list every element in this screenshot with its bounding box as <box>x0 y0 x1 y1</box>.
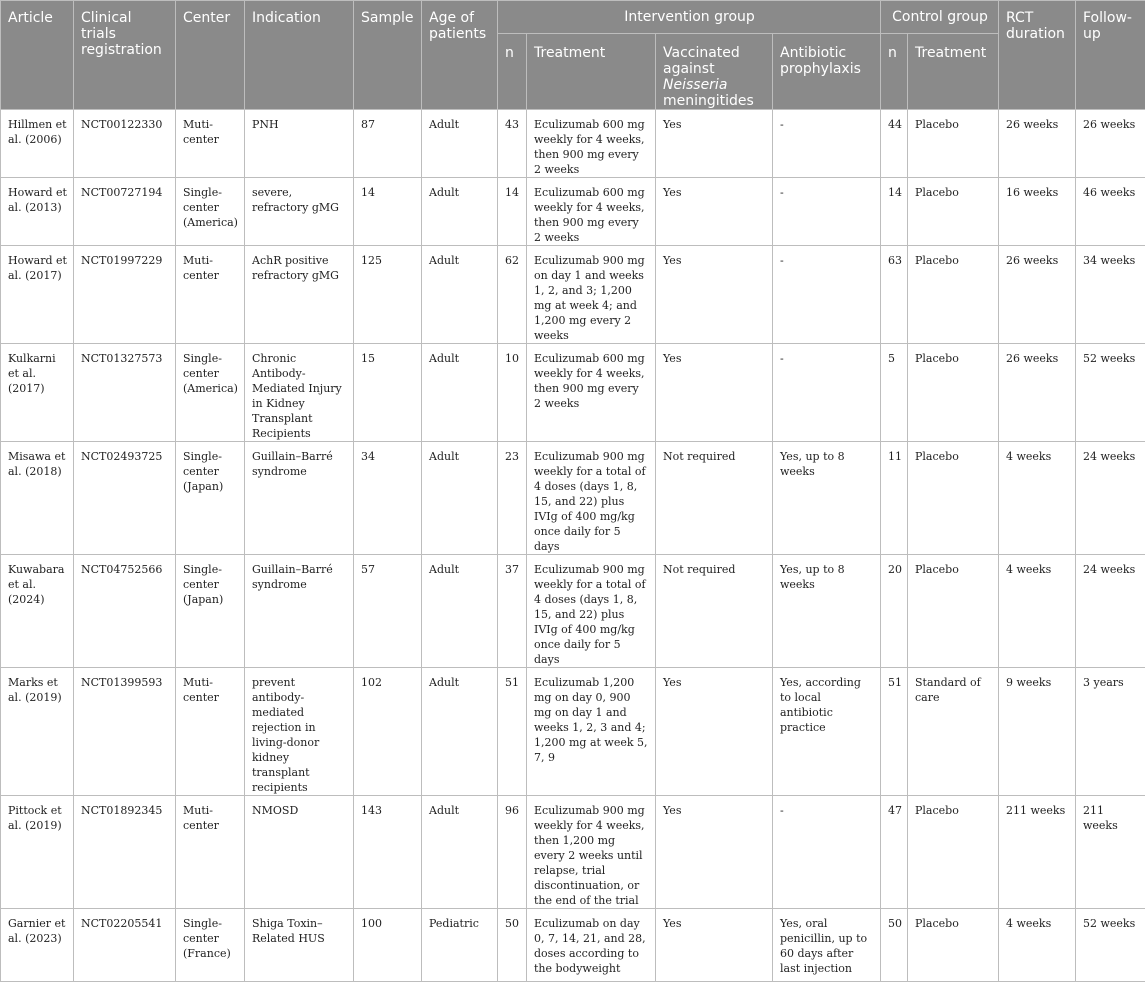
header-indication: Indication <box>245 1 354 110</box>
table-header <box>1 1 1145 110</box>
cell-center: Muti-center <box>176 110 245 178</box>
cell-registration: NCT00727194 <box>74 178 176 246</box>
cell-rct-duration: 16 weeks <box>999 178 1076 246</box>
cell-antibiotic: - <box>773 178 881 246</box>
cell-article: Howard et al. (2013) <box>1 178 74 246</box>
cell-vaccinated: Yes <box>656 668 773 796</box>
cell-indication: Chronic Antibody-Mediated Injury in Kidney Transplant Recipients <box>245 344 354 442</box>
header-vaccinated-italic: Neisseria <box>663 77 727 93</box>
cell-sample: 34 <box>354 442 422 555</box>
cell-article: Misawa et al. (2018) <box>1 442 74 555</box>
cell-rct-duration: 9 weeks <box>999 668 1076 796</box>
cell-center: Muti-center <box>176 246 245 344</box>
cell-n: 51 <box>498 668 527 796</box>
cell-control-n: 5 <box>881 344 908 442</box>
cell-control-treatment: Placebo <box>908 555 999 668</box>
cell-registration: NCT00122330 <box>74 110 176 178</box>
table-row <box>1 555 1145 668</box>
cell-follow-up: 52 weeks <box>1076 909 1145 982</box>
cell-rct-duration: 26 weeks <box>999 344 1076 442</box>
cell-age: Adult <box>422 246 498 344</box>
table-row <box>1 178 1145 246</box>
cell-antibiotic: - <box>773 344 881 442</box>
cell-control-treatment: Placebo <box>908 178 999 246</box>
cell-vaccinated: Yes <box>656 344 773 442</box>
cell-article: Hillmen et al. (2006) <box>1 110 74 178</box>
header-intervention-n: n <box>498 34 527 110</box>
cell-rct-duration: 4 weeks <box>999 555 1076 668</box>
cell-n: 62 <box>498 246 527 344</box>
cell-control-treatment: Standard of care <box>908 668 999 796</box>
cell-vaccinated: Yes <box>656 796 773 909</box>
cell-control-n: 14 <box>881 178 908 246</box>
cell-center: Single-center (France) <box>176 909 245 982</box>
cell-control-treatment: Placebo <box>908 110 999 178</box>
cell-n: 10 <box>498 344 527 442</box>
cell-age: Adult <box>422 178 498 246</box>
header-control-n: n <box>881 34 908 110</box>
cell-center: Single-center (America) <box>176 344 245 442</box>
header-center: Center <box>176 1 245 110</box>
cell-control-n: 44 <box>881 110 908 178</box>
cell-age: Adult <box>422 344 498 442</box>
cell-sample: 15 <box>354 344 422 442</box>
cell-center: Single-center (America) <box>176 178 245 246</box>
cell-antibiotic: - <box>773 796 881 909</box>
cell-control-treatment: Placebo <box>908 796 999 909</box>
cell-control-n: 63 <box>881 246 908 344</box>
cell-follow-up: 26 weeks <box>1076 110 1145 178</box>
cell-indication: Shiga Toxin–Related HUS <box>245 909 354 982</box>
cell-center: Single-center (Japan) <box>176 555 245 668</box>
cell-age: Adult <box>422 110 498 178</box>
cell-vaccinated: Yes <box>656 909 773 982</box>
cell-sample: 102 <box>354 668 422 796</box>
table-body <box>1 110 1145 982</box>
cell-rct-duration: 26 weeks <box>999 110 1076 178</box>
cell-control-n: 20 <box>881 555 908 668</box>
cell-antibiotic: - <box>773 110 881 178</box>
cell-vaccinated: Yes <box>656 110 773 178</box>
cell-antibiotic: Yes, up to 8 weeks <box>773 442 881 555</box>
cell-indication: severe, refractory gMG <box>245 178 354 246</box>
cell-follow-up: 52 weeks <box>1076 344 1145 442</box>
cell-antibiotic: - <box>773 246 881 344</box>
cell-sample: 143 <box>354 796 422 909</box>
cell-article: Marks et al. (2019) <box>1 668 74 796</box>
cell-treatment: Eculizumab 600 mg weekly for 4 weeks, then 900 mg every 2 weeks <box>527 178 656 246</box>
header-sample: Sample <box>354 1 422 110</box>
header-antibiotic: Antibiotic prophylaxis <box>773 34 881 110</box>
table-row <box>1 110 1145 178</box>
cell-control-n: 47 <box>881 796 908 909</box>
cell-age: Adult <box>422 668 498 796</box>
cell-antibiotic: Yes, according to local antibiotic practice <box>773 668 881 796</box>
cell-indication: AchR positive refractory gMG <box>245 246 354 344</box>
table-row <box>1 442 1145 555</box>
cell-n: 23 <box>498 442 527 555</box>
header-age: Age of patients <box>422 1 498 110</box>
cell-antibiotic: Yes, up to 8 weeks <box>773 555 881 668</box>
cell-sample: 125 <box>354 246 422 344</box>
cell-vaccinated: Not required <box>656 442 773 555</box>
table-row <box>1 344 1145 442</box>
table-row <box>1 246 1145 344</box>
header-control-treatment: Treatment <box>908 34 999 110</box>
cell-follow-up: 211 weeks <box>1076 796 1145 909</box>
cell-n: 14 <box>498 178 527 246</box>
cell-antibiotic: Yes, oral penicillin, up to 60 days after last injection <box>773 909 881 982</box>
cell-treatment: Eculizumab 900 mg on day 1 and weeks 1, 2, and 3; 1,200 mg at week 4; and 1,200 mg every 2 weeks <box>527 246 656 344</box>
cell-article: Pittock et al. (2019) <box>1 796 74 909</box>
table-row <box>1 796 1145 909</box>
cell-registration: NCT02205541 <box>74 909 176 982</box>
cell-treatment: Eculizumab 1,200 mg on day 0, 900 mg on day 1 and weeks 1, 2, 3 and 4; 1,200 mg at week 5, 7, 9 <box>527 668 656 796</box>
cell-center: Muti-center <box>176 668 245 796</box>
cell-indication: prevent antibody-mediated rejection in living-donor kidney transplant recipients <box>245 668 354 796</box>
cell-vaccinated: Not required <box>656 555 773 668</box>
cell-control-treatment: Placebo <box>908 344 999 442</box>
table-row <box>1 909 1145 982</box>
header-follow-up: Follow-up <box>1076 1 1145 110</box>
cell-center: Muti-center <box>176 796 245 909</box>
cell-n: 43 <box>498 110 527 178</box>
cell-registration: NCT01327573 <box>74 344 176 442</box>
cell-sample: 100 <box>354 909 422 982</box>
cell-follow-up: 34 weeks <box>1076 246 1145 344</box>
cell-registration: NCT01997229 <box>74 246 176 344</box>
cell-follow-up: 24 weeks <box>1076 555 1145 668</box>
cell-treatment: Eculizumab 900 mg weekly for a total of 4 doses (days 1, 8, 15, and 22) plus IVIg of 400 mg/kg once daily for 5 days <box>527 442 656 555</box>
cell-treatment: Eculizumab 900 mg weekly for a total of 4 doses (days 1, 8, 15, and 22) plus IVIg of 400 mg/kg once daily for 5 days <box>527 555 656 668</box>
cell-sample: 14 <box>354 178 422 246</box>
cell-registration: NCT01399593 <box>74 668 176 796</box>
cell-vaccinated: Yes <box>656 178 773 246</box>
cell-control-n: 11 <box>881 442 908 555</box>
cell-sample: 57 <box>354 555 422 668</box>
header-rct-duration: RCT duration <box>999 1 1076 110</box>
header-vaccinated-prefix: Vaccinated against <box>663 45 740 77</box>
cell-center: Single-center (Japan) <box>176 442 245 555</box>
cell-article: Kuwabara et al. (2024) <box>1 555 74 668</box>
cell-indication: Guillain–Barré syndrome <box>245 442 354 555</box>
cell-article: Kulkarni et al. (2017) <box>1 344 74 442</box>
cell-sample: 87 <box>354 110 422 178</box>
cell-registration: NCT04752566 <box>74 555 176 668</box>
cell-rct-duration: 4 weeks <box>999 909 1076 982</box>
cell-registration: NCT01892345 <box>74 796 176 909</box>
header-registration: Clinical trials registration <box>74 1 176 110</box>
header-article: Article <box>1 1 74 110</box>
cell-treatment: Eculizumab on day 0, 7, 14, 21, and 28, doses according to the bodyweight <box>527 909 656 982</box>
cell-age: Pediatric <box>422 909 498 982</box>
cell-control-treatment: Placebo <box>908 909 999 982</box>
cell-n: 96 <box>498 796 527 909</box>
cell-indication: NMOSD <box>245 796 354 909</box>
cell-follow-up: 46 weeks <box>1076 178 1145 246</box>
header-control-group: Control group <box>881 1 999 34</box>
cell-n: 37 <box>498 555 527 668</box>
table-row <box>1 668 1145 796</box>
cell-age: Adult <box>422 555 498 668</box>
cell-treatment: Eculizumab 600 mg weekly for 4 weeks, then 900 mg every 2 weeks <box>527 110 656 178</box>
cell-control-treatment: Placebo <box>908 246 999 344</box>
cell-rct-duration: 211 weeks <box>999 796 1076 909</box>
cell-article: Howard et al. (2017) <box>1 246 74 344</box>
cell-rct-duration: 26 weeks <box>999 246 1076 344</box>
cell-vaccinated: Yes <box>656 246 773 344</box>
cell-follow-up: 3 years <box>1076 668 1145 796</box>
cell-article: Garnier et al. (2023) <box>1 909 74 982</box>
cell-age: Adult <box>422 442 498 555</box>
header-intervention-treatment: Treatment <box>527 34 656 110</box>
header-intervention-group: Intervention group <box>498 1 881 34</box>
cell-n: 50 <box>498 909 527 982</box>
cell-treatment: Eculizumab 900 mg weekly for 4 weeks, then 1,200 mg every 2 weeks until relapse, trial discontinuation, or the end of the trial <box>527 796 656 909</box>
cell-control-treatment: Placebo <box>908 442 999 555</box>
cell-control-n: 51 <box>881 668 908 796</box>
cell-control-n: 50 <box>881 909 908 982</box>
cell-age: Adult <box>422 796 498 909</box>
cell-rct-duration: 4 weeks <box>999 442 1076 555</box>
cell-treatment: Eculizumab 600 mg weekly for 4 weeks, then 900 mg every 2 weeks <box>527 344 656 442</box>
header-vaccinated <box>656 34 773 110</box>
header-vaccinated-suffix: meningitides <box>663 93 754 109</box>
cell-follow-up: 24 weeks <box>1076 442 1145 555</box>
cell-indication: Guillain–Barré syndrome <box>245 555 354 668</box>
cell-registration: NCT02493725 <box>74 442 176 555</box>
cell-indication: PNH <box>245 110 354 178</box>
